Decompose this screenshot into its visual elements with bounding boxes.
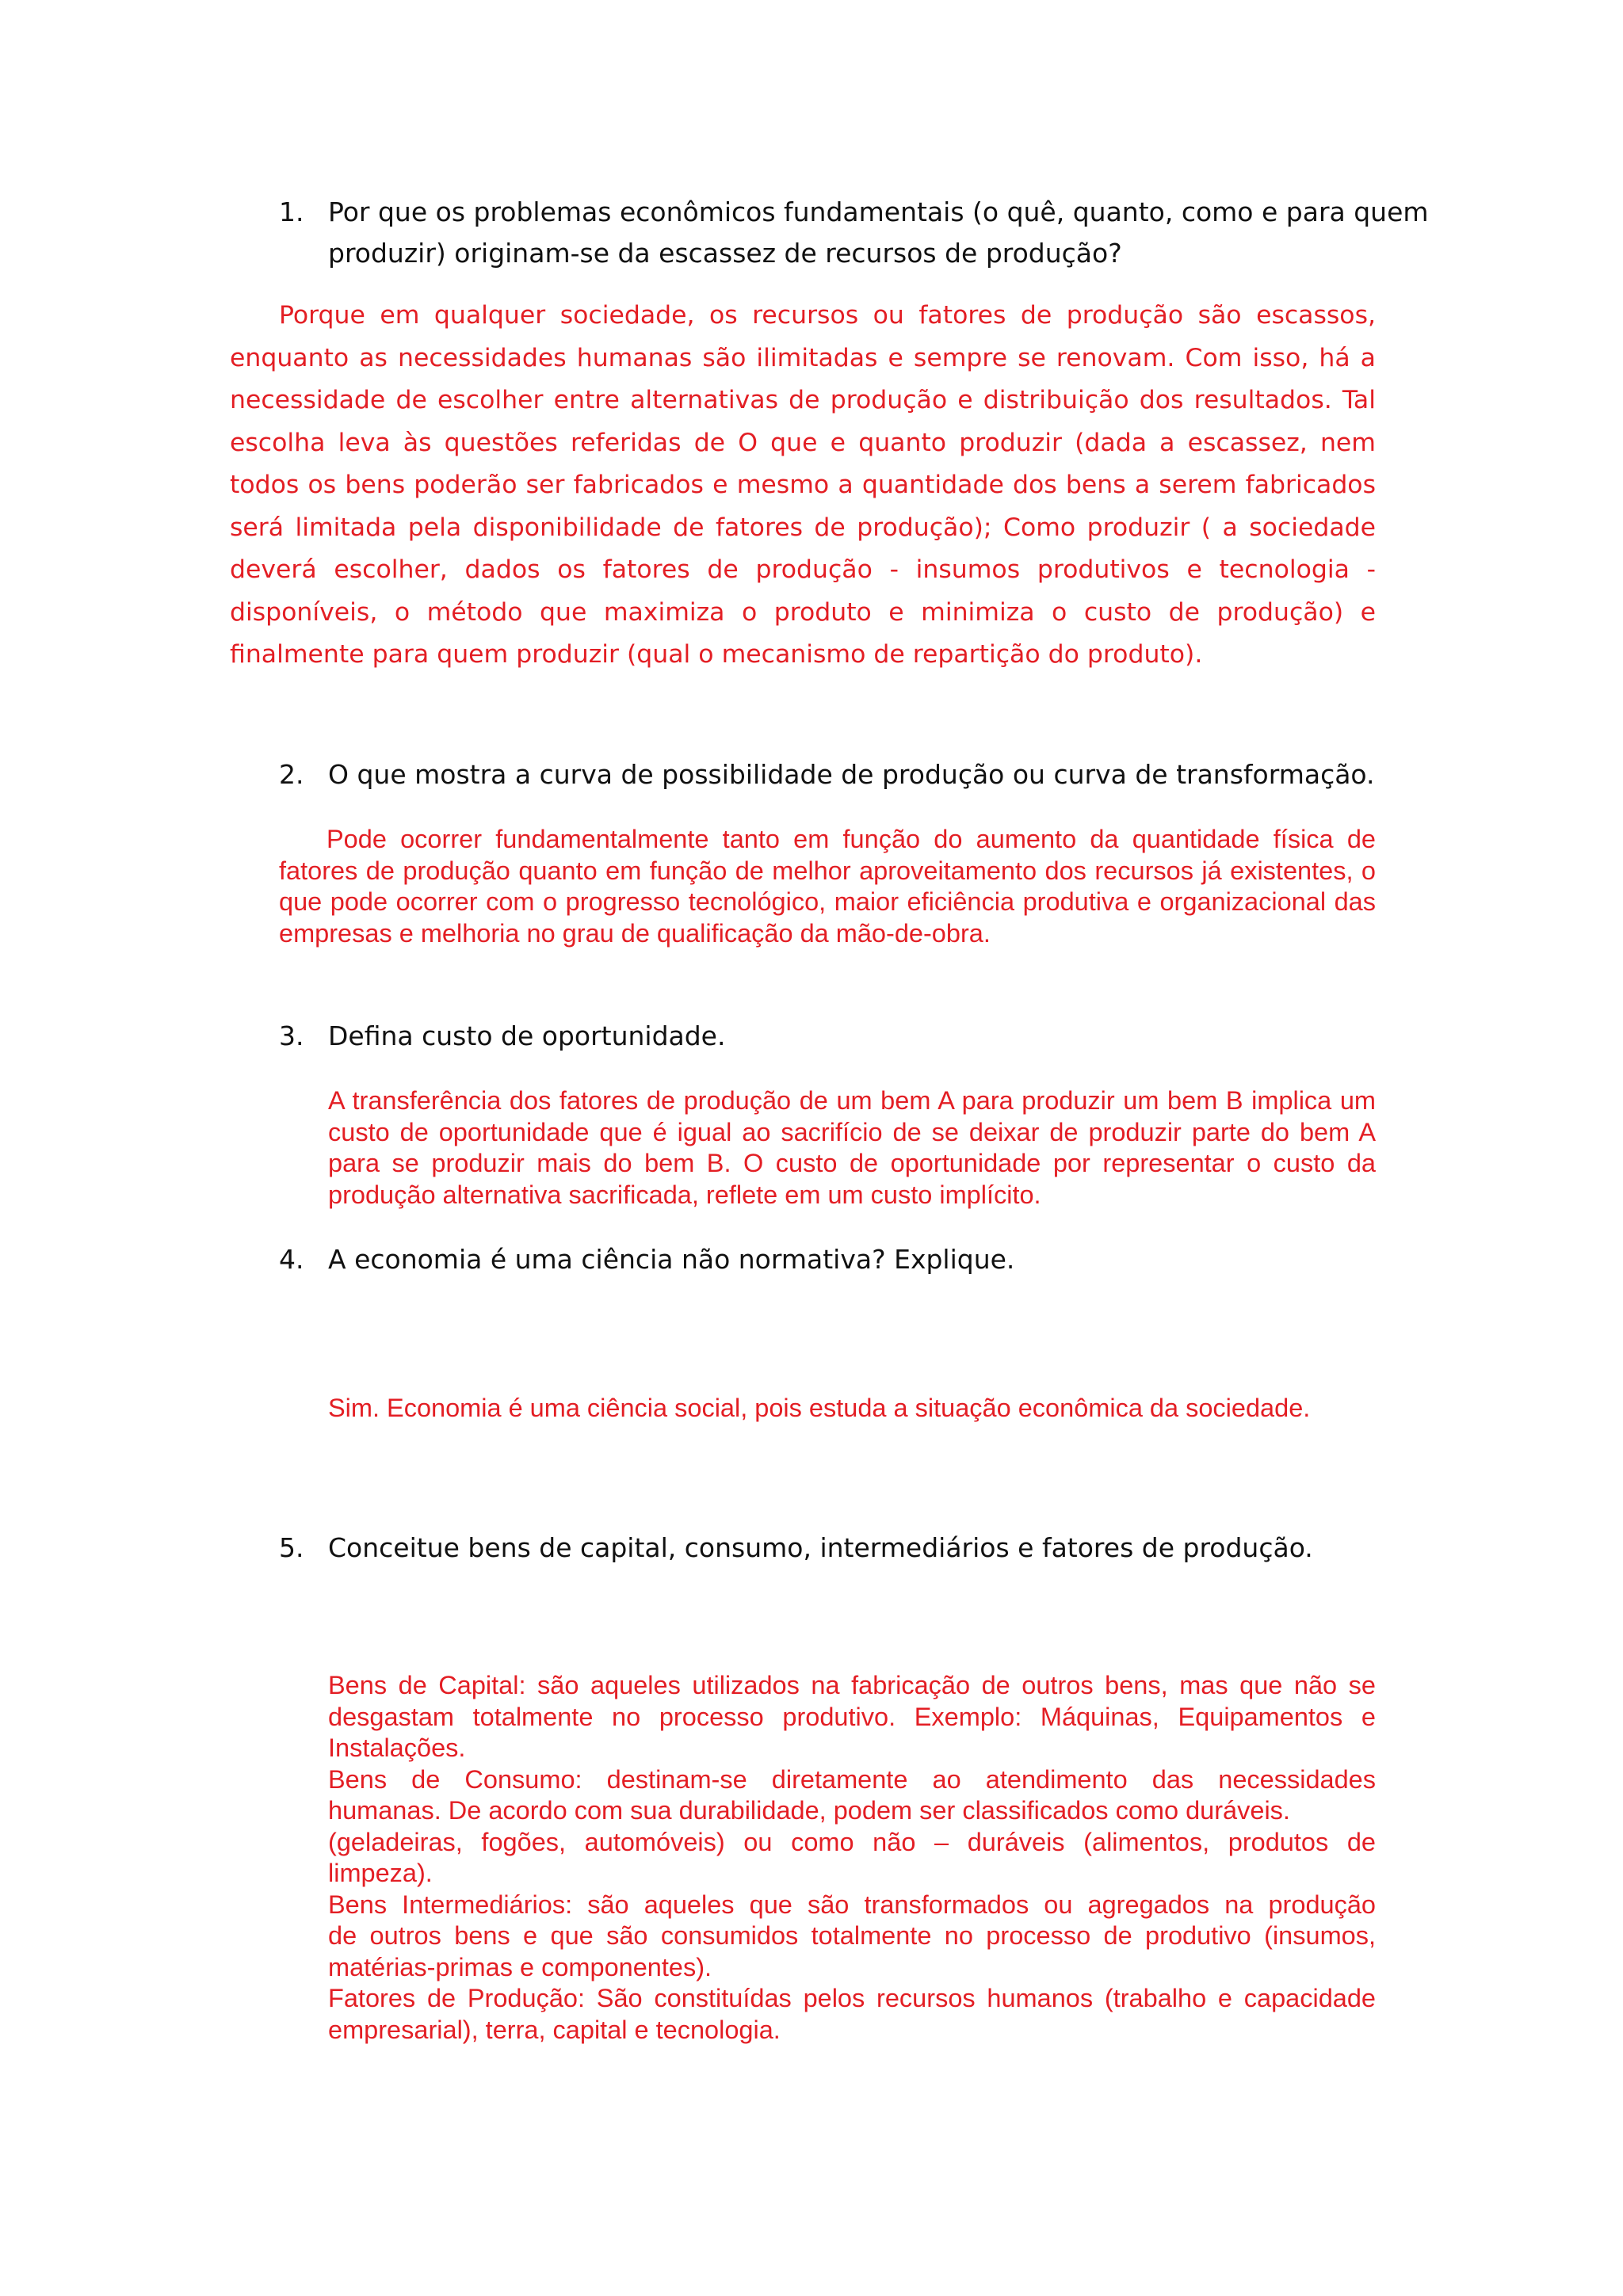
answer-2: Pode ocorrer fundamentalmente tanto em função do aumento da quantidade física de fatores de produção quanto em função de melhor aproveitamento dos recursos já existentes, o que pode ocorrer com o progresso tecnológico, maior eficiência produtiva e organizacional das empresas e melhoria no grau de qualificação da mão-de-obra. bbox=[279, 825, 1376, 948]
answer-line: desgastam totalmente no processo produtivo. Exemplo: Máquinas, Equipamentos e bbox=[328, 1702, 1376, 1731]
answer-line: limpeza). bbox=[328, 1859, 433, 1887]
question-number: 2. bbox=[279, 759, 304, 790]
answer-line: Bens de Consumo: destinam-se diretamente ao atendimento das necessidades bbox=[328, 1764, 1376, 1794]
answer-line: Instalações. bbox=[328, 1733, 466, 1762]
question-1 bbox=[279, 192, 1436, 279]
question-line: Conceitue bens de capital, consumo, intermediários e fatores de produção. bbox=[328, 1532, 1313, 1563]
question-text bbox=[328, 1016, 1438, 1057]
answer-line: Fatores de Produção: São constituídas pelos recursos humanos (trabalho e capacidade bbox=[328, 1984, 1376, 2012]
question-4 bbox=[279, 1239, 1436, 1280]
answer-line: de outros bens e que são consumidos totalmente no processo de produtivo (insumos, bbox=[328, 1921, 1376, 1950]
question-text bbox=[328, 1527, 1438, 1569]
answer-line: humanas. De acordo com sua durabilidade, podem ser classificados como duráveis. bbox=[328, 1796, 1290, 1825]
question-2 bbox=[279, 754, 1436, 795]
question-number: 1. bbox=[279, 196, 304, 227]
answer-5 bbox=[328, 1670, 1376, 2046]
question-5 bbox=[279, 1527, 1436, 1569]
question-number: 5. bbox=[279, 1532, 304, 1563]
question-text bbox=[328, 1239, 1438, 1280]
question-text bbox=[328, 754, 1438, 795]
answer-line: Bens de Capital: são aqueles utilizados na fabricação de outros bens, mas que não se bbox=[328, 1671, 1376, 1699]
answer-4: Sim. Economia é uma ciência social, pois estuda a situação econômica da sociedade. bbox=[328, 1394, 1311, 1422]
answer-line: Bens Intermediários: são aqueles que são transformados ou agregados na produção bbox=[328, 1890, 1376, 1919]
answer-3: A transferência dos fatores de produção de um bem A para produzir um bem B implica um custo de oportunidade que é igual ao sacrifício de se deixar de produzir parte do bem A para se produzir mais do bem B. O custo de oportunidade por representar o custo da produção alternativa sacrificada, reflete em um custo implícito. bbox=[328, 1086, 1376, 1209]
question-line: O que mostra a curva de possibilidade de produção ou curva de transformação. bbox=[328, 759, 1375, 790]
question-line: Defina custo de oportunidade. bbox=[328, 1020, 726, 1051]
question-text bbox=[328, 192, 1438, 274]
question-line: produzir) originam-se da escassez de recursos de produção? bbox=[328, 238, 1122, 269]
answer-line: matérias-primas e componentes). bbox=[328, 1952, 712, 1981]
question-line: Por que os problemas econômicos fundamentais (o quê, quanto, como e para quem bbox=[328, 196, 1429, 227]
question-3 bbox=[279, 1016, 1436, 1057]
question-line: A economia é uma ciência não normativa? Explique. bbox=[328, 1244, 1015, 1275]
answer-line: empresarial), terra, capital e tecnologia. bbox=[328, 2015, 781, 2044]
question-number: 3. bbox=[279, 1020, 304, 1051]
answer-line: (geladeiras, fogões, automóveis) ou como não – duráveis (alimentos, produtos de bbox=[328, 1827, 1376, 1856]
question-number: 4. bbox=[279, 1244, 304, 1275]
answer-1: Porque em qualquer sociedade, os recursos ou fatores de produção são escassos, enquanto as necessidades humanas são ilimitadas e sempre se renovam. Com isso, há a necessidade de escolher entre alternativas de produção e distribuição dos resultados. Tal escolha leva às questões referidas de O que e quanto produzir (dada a escassez, nem todos os bens poderão ser fabricados e mesmo a quantidade dos bens a serem fabricados será limitada pela disponibilidade de fatores de produção); Como produzir ( a sociedade deverá escolher, dados os fatores de produção - insumos produtivos e tecnologia - disponíveis, o método que maximiza o produto e minimiza o custo de produção) e finalmente para quem produzir (qual o mecanismo de repartição do produto). bbox=[230, 301, 1376, 669]
